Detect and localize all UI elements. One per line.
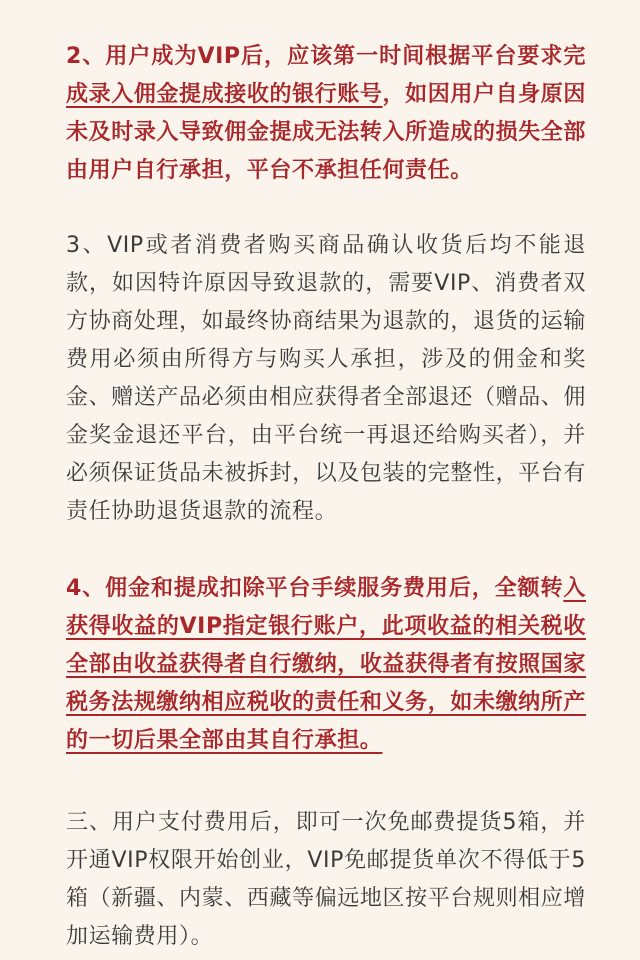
clause-3-refund-policy	[66, 227, 586, 531]
clause-4-commission-tax	[66, 570, 586, 760]
clause-4-text-part1: 4、佣金和提成扣除平台手续服务费用后，全额转	[66, 576, 564, 601]
clause-2-text-part1: 2、用户成为VIP后，应该第一时间根据平台要求完	[66, 44, 586, 69]
section-3-shipping	[66, 804, 586, 956]
section-3-text: 三、用户支付费用后，即可一次免邮费提货5箱，并开通VIP权限开始创业，VIP免邮提货单次不得低于5箱（新疆、内蒙、西藏等偏远地区按平台规则相应增加运输费用）。	[66, 810, 586, 949]
clause-3-text: 3、VIP或者消费者购买商品确认收货后均不能退款，如因特许原因导致退款的，需要VIP、消费者双方协商处理，如最终协商结果为退款的，退货的运输费用必须由所得方与购买人承担，涉及的佣金和奖金、赠送产品必须由相应获得者全部退还（赠品、佣金奖金退还平台，由平台统一再退还给购买者），并必须保证货品未被拆封，以及包装的完整性，平台有责任协助退货退款的流程。	[66, 233, 586, 524]
clause-4-underlined-text: 入获得收益的VIP指定银行账户，此项收益的相关税收全部由收益获得者自行缴纳，收益获得者有按照国家税务法规缴纳相应税收的责任和义务，如未缴纳所产的一切后果全部由其自行承担。	[66, 576, 586, 753]
clause-2-underlined-text: 成录入佣金提成接收的银行账号	[66, 82, 383, 107]
clause-2-text-part2: ，如因用户自身原因未及时录入导致佣金提成无法转入所造成的损失全部由用户自行承担，平台不承担任何责任。	[66, 82, 587, 183]
clause-2-bank-account	[66, 38, 586, 190]
